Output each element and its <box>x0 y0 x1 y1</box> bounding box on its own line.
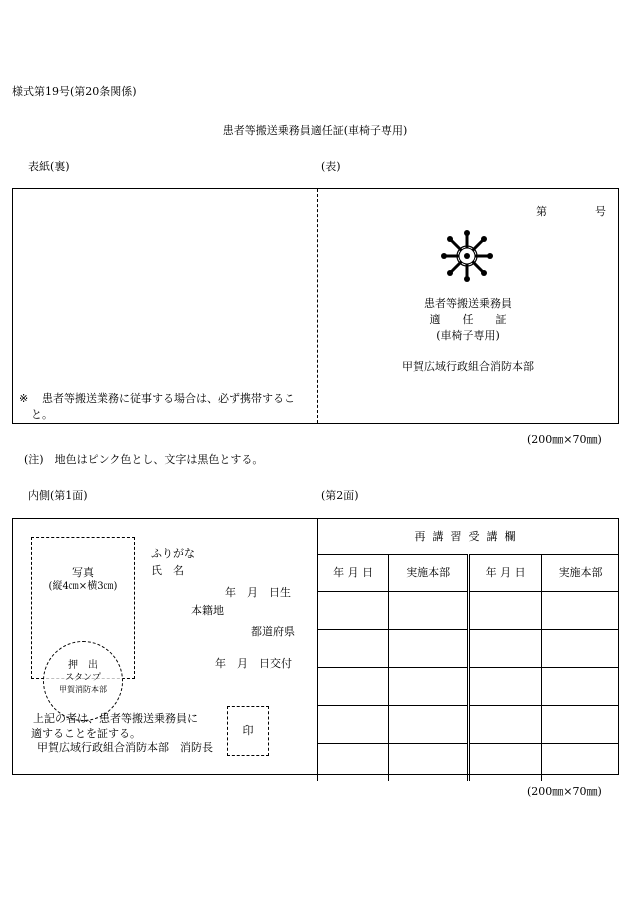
issued-label: 年 月 日交付 <box>215 657 292 670</box>
chief-label: 甲賀広域行政組合消防本部 消防長 <box>37 741 213 754</box>
cover-card <box>12 188 619 424</box>
stamp-line2: スタンプ <box>64 673 101 683</box>
table-column-row <box>318 555 620 592</box>
table-row <box>318 706 620 744</box>
seal-label: 印 <box>242 724 254 737</box>
issuer: 甲賀広域行政組合消防本部 <box>402 360 534 373</box>
inner-card <box>12 518 619 775</box>
col-date-1: 年 月 日 <box>318 555 389 592</box>
seal-box <box>227 706 269 756</box>
photo-size: (縦4㎝×横3㎝) <box>48 581 118 592</box>
retraining-table <box>317 519 619 781</box>
number-dai: 第 <box>536 205 547 218</box>
cert-line2: 適 任 証 <box>429 313 507 326</box>
carry-note-line2: と。 <box>31 408 53 421</box>
furigana-label: ふりがな <box>151 547 195 560</box>
number-go: 号 <box>595 205 606 218</box>
col-dept-2: 実施本部 <box>542 555 619 592</box>
certify-line2: 適することを証する。 <box>31 727 141 740</box>
table-row <box>318 630 620 668</box>
fire-department-emblem-icon <box>440 229 494 283</box>
certify-line1: 上記の者は、患者等搬送乗務員に <box>33 712 198 725</box>
table-row <box>318 592 620 630</box>
table-row <box>318 668 620 706</box>
note-mark: ※ <box>19 392 29 405</box>
cert-line3: (車椅子専用) <box>436 329 500 342</box>
table-row <box>318 744 620 782</box>
name-label: 氏 名 <box>151 564 184 577</box>
cover-front-label: (表) <box>321 160 341 173</box>
domicile-label: 本籍地 <box>191 604 224 617</box>
document-title: 患者等搬送乗務員適任証(車椅子専用) <box>222 124 408 137</box>
retraining-header: 再講習受講欄 <box>318 519 620 555</box>
prefecture-label: 都道府県 <box>251 625 295 638</box>
color-note: (注) 地色はピンク色とし、文字は黒色とする。 <box>24 453 264 466</box>
col-date-2: 年 月 日 <box>469 555 542 592</box>
inner-page2-label: (第2面) <box>321 489 359 502</box>
birth-label: 年 月 日生 <box>225 586 291 599</box>
cert-line1: 患者等搬送乗務員 <box>424 297 512 310</box>
col-dept-1: 実施本部 <box>389 555 469 592</box>
cover-back-label: 表紙(裏) <box>28 160 70 173</box>
stamp-line3: 甲賀消防本部 <box>59 685 107 694</box>
carry-note-line1: 患者等搬送業務に従事する場合は、必ず携帯するこ <box>42 392 295 405</box>
stamp-line1: 押 出 <box>68 660 98 671</box>
inner-page1-label: 内側(第1面) <box>28 489 88 502</box>
emboss-stamp <box>43 641 123 721</box>
table-header-row <box>318 519 620 555</box>
form-number: 様式第19号(第20条関係) <box>12 85 137 98</box>
cover-size: (200㎜×70㎜) <box>527 433 602 446</box>
inner-size: (200㎜×70㎜) <box>527 785 602 798</box>
photo-label: 写真 <box>72 566 94 579</box>
